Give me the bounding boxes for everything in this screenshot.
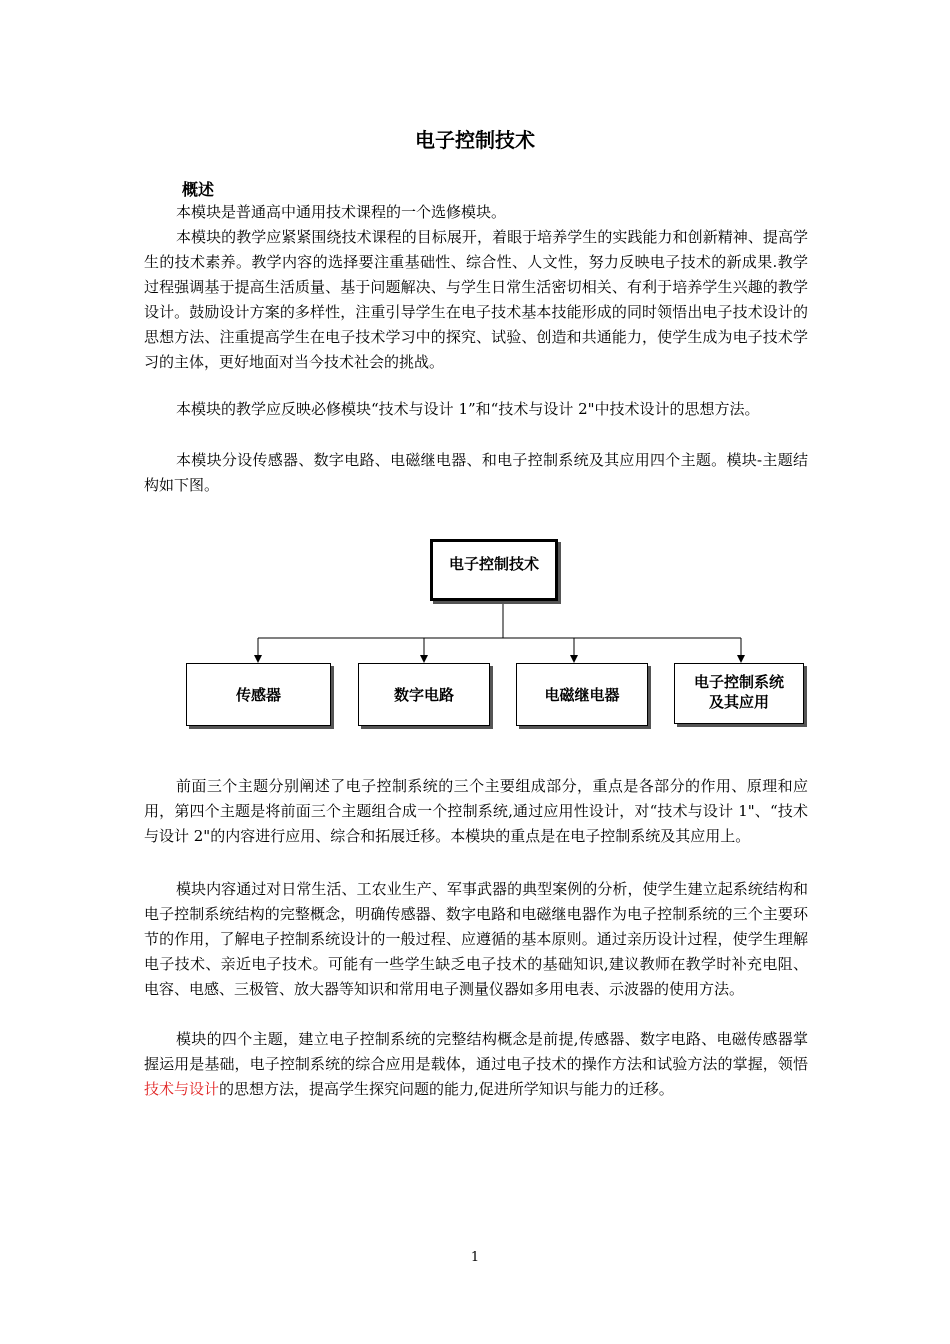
paragraph-4: 本模块分设传感器、数字电路、电磁继电器、和电子控制系统及其应用四个主题。模块-主题结构如下图。	[144, 451, 808, 494]
page-number: 1	[470, 1250, 480, 1265]
diagram-node-label-line1: 电子控制系统	[693, 673, 784, 691]
paragraph-7-text-before: 模块的四个主题，建立电子控制系统的完整结构概念是前提,传感器、数字电路、电磁传感器掌握运用是基础，电子控制系统的综合应用是载体，通过电子技术的操作方法和试验方法的掌握，领悟	[144, 1030, 808, 1073]
diagram-node-label: 电磁继电器	[544, 685, 620, 704]
diagram-node-label: 传感器	[235, 685, 281, 704]
paragraph-7	[144, 1027, 808, 1102]
diagram-node-digital-circuit	[358, 663, 490, 726]
paragraph-7-text-after: 的思想方法，提高学生探究问题的能力,促进所学知识与能力的迁移。	[219, 1080, 674, 1098]
page-title: 电子控制技术	[415, 128, 535, 152]
paragraph-3: 本模块的教学应反映必修模块“技术与设计 1”和“技术与设计 2"中技术设计的思想方法。	[176, 400, 760, 418]
arrowhead-2	[420, 655, 428, 663]
diagram-node-label-line2: 及其应用	[708, 693, 769, 711]
tech-design-link[interactable]: 技术与设计	[144, 1080, 220, 1098]
paragraph-6: 模块内容通过对日常生活、工农业生产、军事武器的典型案例的分析，使学生建立起系统结构和电子控制系统结构的完整概念，明确传感器、数字电路和电磁继电器作为电子控制系统的三个主要环节的作用，了解电子控制系统设计的一般过程、应遵循的基本原则。通过亲历设计过程，使学生理解电子技术、亲近电子技术。可能有一些学生缺乏电子技术的基础知识,建议教师在教学时补充电阻、电容、电感、三极管、放大器等知识和常用电子测量仪器如多用电表、示波器的使用方法。	[144, 880, 808, 998]
diagram-node-label: 数字电路	[393, 685, 454, 704]
diagram-root-node: 电子控制技术	[430, 539, 558, 601]
arrowhead-4	[737, 655, 745, 663]
paragraph-2: 本模块的教学应紧紧围绕技术课程的目标展开，着眼于培养学生的实践能力和创新精神、提高学生的技术素养。教学内容的选择要注重基础性、综合性、人文性，努力反映电子技术的新成果.教学过程强调基于提高生活质量、基于问题解决、与学生日常生活密切相关、有利于培养学生兴趣的教学设计。鼓励设计方案的多样性，注重引导学生在电子技术基本技能形成的同时领悟出电子技术设计的思想方法、注重提高学生在电子技术学习中的探究、试验、创造和共通能力，使学生成为电子技术学习的主体，更好地面对当今技术社会的挑战。	[144, 228, 808, 371]
diagram-node-relay	[516, 663, 648, 726]
arrowhead-3	[570, 655, 578, 663]
diagram-node-control-system	[674, 663, 804, 724]
arrowhead-1	[254, 655, 262, 663]
paragraph-5: 前面三个主题分别阐述了电子控制系统的三个主要组成部分，重点是各部分的作用、原理和应用，第四个主题是将前面三个主题组合成一个控制系统,通过应用性设计，对“技术与设计 1"、“技术与设计 2"的内容进行应用、综合和拓展迁移。本模块的重点是在电子控制系统及其应用上。	[144, 777, 808, 845]
paragraph-1: 本模块是普通高中通用技术课程的一个选修模块。	[176, 203, 507, 221]
diagram-node-sensor	[186, 663, 331, 726]
section-heading-overview: 概述	[182, 180, 215, 199]
